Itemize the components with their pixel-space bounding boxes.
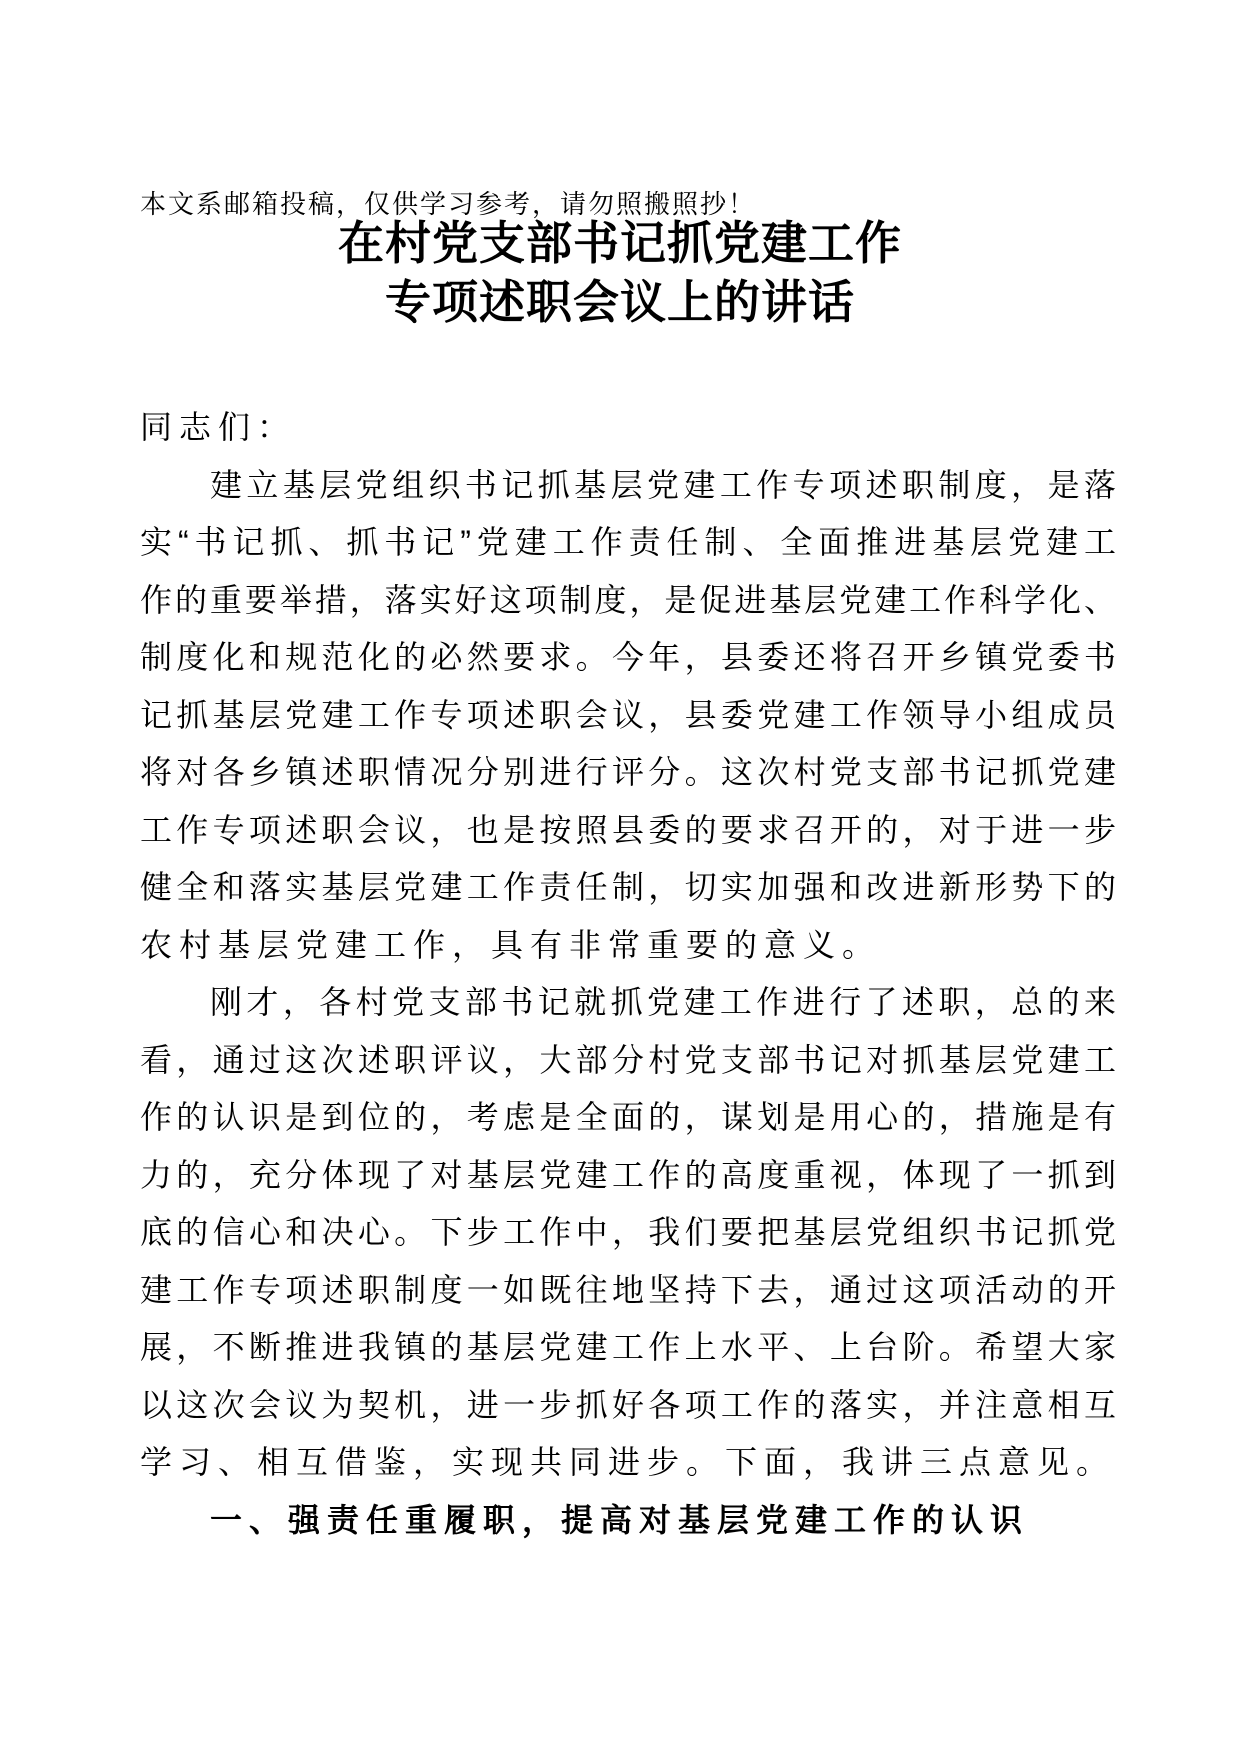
salutation: 同志们： — [140, 409, 297, 445]
paragraph-2-line-5: 底的信心和决心。下步工作中，我们要把基层党组织书记抓党 — [140, 1214, 1118, 1250]
title-line-2: 专项述职会议上的讲话 — [385, 276, 855, 328]
paragraph-1-line-9: 农村基层党建工作，具有非常重要的意义。 — [140, 926, 882, 963]
document-title — [0, 214, 1240, 332]
document-body — [140, 399, 1118, 1549]
paragraph-2-line-9: 学习、相互借鉴，实现共同进步。下面，我讲三点意见。 — [140, 1444, 1116, 1480]
paragraph-1-line-2: 实“书记抓、抓书记”党建工作责任制、全面推进基层党建工 — [140, 524, 1118, 560]
paragraph-2-line-8: 以这次会议为契机，进一步抓好各项工作的落实，并注意相互 — [140, 1386, 1118, 1423]
paragraph-1-line-3: 作的重要举措，落实好这项制度，是促进基层党建工作科学化、 — [140, 581, 1118, 618]
disclaimer-note: 本文系邮箱投稿，仅供学习参考，请勿照搬照抄！ — [140, 189, 757, 219]
paragraph-1-line-4: 制度化和规范化的必然要求。今年，县委还将召开乡镇党委书 — [140, 639, 1118, 675]
paragraph-1-line-1: 建立基层党组织书记抓基层党建工作专项述职制度，是落 — [210, 466, 1118, 503]
paragraph-2-line-2: 看，通过这次述职评议，大部分村党支部书记对抓基层党建工 — [140, 1041, 1118, 1078]
paragraph-2-line-4: 力的，充分体现了对基层党建工作的高度重视，体现了一抓到 — [140, 1156, 1118, 1193]
paragraph-2-line-7: 展，不断推进我镇的基层党建工作上水平、上台阶。希望大家 — [140, 1329, 1118, 1365]
paragraph-2-line-6: 建工作专项述职制度一如既往地坚持下去，通过这项活动的开 — [140, 1271, 1118, 1308]
title-line-1: 在村党支部书记抓党建工作 — [338, 217, 902, 269]
section-heading-1: 一、强责任重履职，提高对基层党建工作的认识 — [210, 1501, 1030, 1538]
paragraph-1-line-5: 记抓基层党建工作专项述职会议，县委党建工作领导小组成员 — [140, 696, 1118, 733]
paragraph-2-line-3: 作的认识是到位的，考虑是全面的，谋划是用心的，措施是有 — [140, 1099, 1118, 1135]
paragraph-1-line-8: 健全和落实基层党建工作责任制，切实加强和改进新形势下的 — [140, 869, 1118, 905]
paragraph-2-line-1: 刚才，各村党支部书记就抓党建工作进行了述职，总的来 — [210, 984, 1118, 1020]
paragraph-1-line-6: 将对各乡镇述职情况分别进行评分。这次村党支部书记抓党建 — [140, 754, 1118, 790]
paragraph-1-line-7: 工作专项述职会议，也是按照县委的要求召开的，对于进一步 — [140, 811, 1118, 848]
